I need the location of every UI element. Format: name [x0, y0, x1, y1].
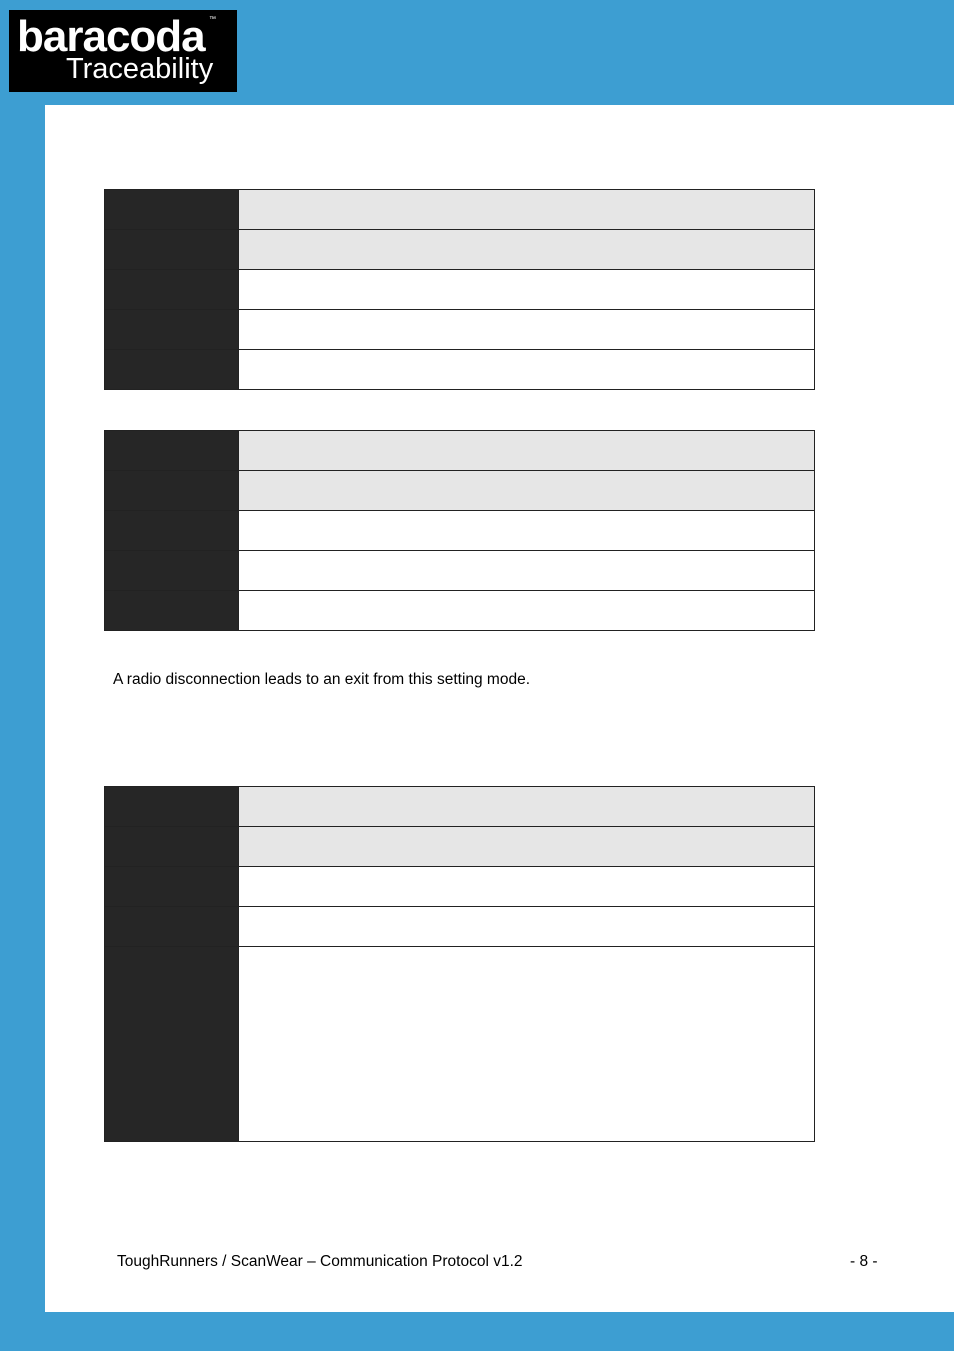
spec-table-1	[104, 189, 815, 390]
table-row	[105, 947, 815, 1142]
table-value-cell	[239, 310, 815, 350]
table-value-cell	[239, 190, 815, 230]
table-value-cell	[239, 270, 815, 310]
table-value-cell	[239, 511, 815, 551]
table-value-cell	[239, 431, 815, 471]
table-row	[105, 230, 815, 270]
table-row	[105, 551, 815, 591]
table-key-cell	[105, 511, 239, 551]
table-row	[105, 190, 815, 230]
table-row	[105, 511, 815, 551]
table-key-cell	[105, 907, 239, 947]
table-row	[105, 907, 815, 947]
table-value-cell	[239, 591, 815, 631]
table-row	[105, 867, 815, 907]
table-row	[105, 310, 815, 350]
table-value-cell	[239, 471, 815, 511]
table-key-cell	[105, 827, 239, 867]
table-row	[105, 471, 815, 511]
spec-table-2	[104, 430, 815, 631]
table-key-cell	[105, 787, 239, 827]
table-key-cell	[105, 190, 239, 230]
table-key-cell	[105, 431, 239, 471]
table-row	[105, 431, 815, 471]
table-value-cell	[239, 947, 815, 1142]
table-row	[105, 350, 815, 390]
table-value-cell	[239, 867, 815, 907]
footer-page-number: - 8 -	[850, 1253, 878, 1270]
table-value-cell	[239, 787, 815, 827]
table-key-cell	[105, 310, 239, 350]
table-row	[105, 591, 815, 631]
table-value-cell	[239, 551, 815, 591]
table-key-cell	[105, 591, 239, 631]
table-key-cell	[105, 471, 239, 511]
logo-brand-text: baracoda	[17, 12, 205, 61]
table-key-cell	[105, 551, 239, 591]
table-key-cell	[105, 270, 239, 310]
table-value-cell	[239, 907, 815, 947]
table-value-cell	[239, 827, 815, 867]
baracoda-traceability-logo	[9, 10, 237, 92]
table-key-cell	[105, 350, 239, 390]
table-row	[105, 787, 815, 827]
table-row	[105, 270, 815, 310]
table-value-cell	[239, 350, 815, 390]
disconnection-note: A radio disconnection leads to an exit from this setting mode.	[113, 671, 531, 688]
table-key-cell	[105, 947, 239, 1142]
document-page	[45, 105, 954, 1312]
table-key-cell	[105, 867, 239, 907]
table-key-cell	[105, 230, 239, 270]
logo-trademark: ™	[209, 16, 216, 23]
footer-document-title: ToughRunners / ScanWear – Communication Protocol v1.2	[117, 1253, 523, 1270]
spec-table-3	[104, 786, 815, 1142]
logo-subtitle: Traceability	[66, 53, 214, 85]
table-value-cell	[239, 230, 815, 270]
table-row	[105, 827, 815, 867]
